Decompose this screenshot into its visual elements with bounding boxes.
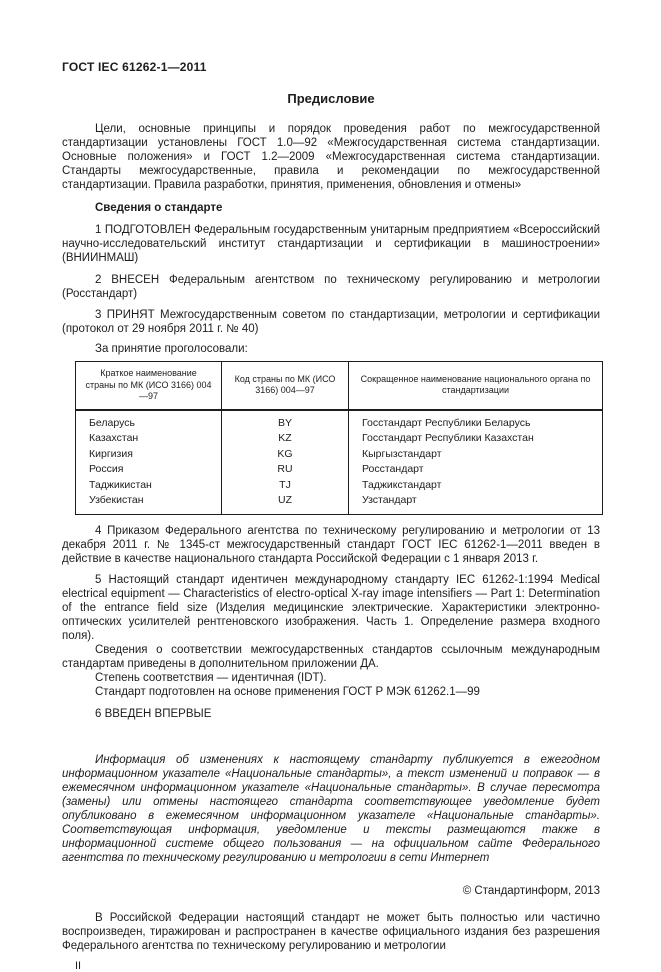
cell-code: TJ: [222, 478, 349, 494]
foreword-item-5-note-2: Степень соответствия — идентичная (IDT).: [95, 671, 327, 684]
foreword-item-6: 6 ВВЕДЕН ВПЕРВЫЕ: [95, 707, 212, 720]
page-title: Предисловие: [287, 91, 375, 106]
cell-country: Таджикистан: [76, 478, 222, 494]
cell-code: BY: [222, 410, 349, 432]
cell-country: Беларусь: [76, 410, 222, 432]
intro-paragraph: Цели, основные принципы и порядок проведения работ по межгосударственной стандартизации установлены ГОСТ 1.0—92 «Межгосударственная система стандартизации. Основные положения» и ГОСТ 1.2—2009 «Межгосударственная система стандартизации. Стандарты межгосударственные, правила и рекомендации по межгосударственной стандартизации. Правила разработки, принятия, применения, обновления и отмены»: [62, 123, 600, 191]
cell-code: KG: [222, 447, 349, 463]
vote-label: За принятие проголосовали:: [95, 343, 248, 355]
cell-org: Госстандарт Республики Беларусь: [349, 410, 603, 432]
section-heading-about: Сведения о стандарте: [95, 202, 223, 214]
cell-code: KZ: [222, 431, 349, 447]
cell-country: Киргизия: [76, 447, 222, 463]
reproduction-notice: В Российской Федерации настоящий стандарт не может быть полностью или частично воспроизведен, тиражирован и распространен в качестве официального издания без разрешения Федерального агентства по техническому регулированию и метрологии: [62, 911, 600, 952]
foreword-item-4: 4 Приказом Федерального агентства по техническому регулированию и метрологии от 13 декабря 2011 г. № 1345-ст межгосударственный стандарт ГОСТ IEC 61262-1—2011 введен в действие в качестве национального стандарта Российской Федерации с 1 января 2013 г.: [62, 524, 600, 565]
cell-country: Россия: [76, 462, 222, 478]
vote-table-header-org: Сокращенное наименование национального органа по стандартизации: [349, 362, 603, 410]
copyright-line: © Стандартинформ, 2013: [462, 884, 600, 897]
foreword-item-1: 1 ПОДГОТОВЛЕН Федеральным государственным унитарным предприятием «Всероссийский научно-исследовательский институт стандартизации и сертификации в машиностроении» (ВНИИНМАШ): [62, 224, 600, 264]
page-number: II: [75, 959, 82, 972]
foreword-item-5-note-3: Стандарт подготовлен на основе применения ГОСТ Р МЭК 61262.1—99: [95, 685, 480, 698]
cell-country: Узбекистан: [76, 493, 222, 514]
cell-org: Кыргызстандарт: [349, 447, 603, 463]
cell-org: Росстандарт: [349, 462, 603, 478]
cell-code: RU: [222, 462, 349, 478]
cell-country: Казахстан: [76, 431, 222, 447]
table-row: [76, 462, 603, 478]
vote-table-header-country: Краткое наименование страны по МК (ИСО 3166) 004—97: [76, 362, 222, 410]
cell-org: Таджикстандарт: [349, 478, 603, 494]
vote-table-header-row: [76, 362, 603, 410]
info-notice: Информация об изменениях к настоящему стандарту публикуется в ежегодном информационном указателе «Национальные стандарты», а текст изменений и поправок — в ежемесячном информационном указателе «Национальные стандарты». В случае пересмотра (замены) или отмены настоящего стандарта соответствующее уведомление будет опубликовано в ежемесячном информационном указателе «Национальные стандарты». Соответствующая информация, уведомление и тексты размещаются также в информационной системе общего пользования — на официальном сайте Федерального агентства по техническому регулированию и метрологии в сети Интернет: [62, 753, 600, 864]
doc-number: ГОСТ IEC 61262-1—2011: [62, 60, 207, 74]
vote-table: [75, 361, 603, 515]
table-row: [76, 431, 603, 447]
foreword-item-5: 5 Настоящий стандарт идентичен международному стандарту IEC 61262-1:1994 Medical electrical equipment — Characteristics of electro-optical X-ray image intensifiers — Part 1: Determination of the entrance field size (Изделия медицинские электрические. Характеристики электронно-оптических усилителей рентгеновского изображения. Часть 1. Определение размера входного поля).: [62, 573, 600, 642]
cell-code: UZ: [222, 493, 349, 514]
table-row: [76, 410, 603, 432]
foreword-item-5-note-1: Сведения о соответствии межгосударственных стандартов ссылочным международным стандартам приведены в дополнительном приложении ДА.: [62, 643, 600, 670]
table-row: [76, 478, 603, 494]
foreword-item-3: 3 ПРИНЯТ Межгосударственным советом по стандартизации, метрологии и сертификации (протокол от 29 ноября 2011 г. № 40): [62, 309, 600, 335]
vote-table-header-code: Код страны по МК (ИСО 3166) 004—97: [222, 362, 349, 410]
cell-org: Узстандарт: [349, 493, 603, 514]
foreword-item-2: 2 ВНЕСЕН Федеральным агентством по техническому регулированию и метрологии (Росстандарт): [62, 274, 600, 300]
table-row: [76, 493, 603, 514]
cell-org: Госстандарт Республики Казахстан: [349, 431, 603, 447]
table-row: [76, 447, 603, 463]
